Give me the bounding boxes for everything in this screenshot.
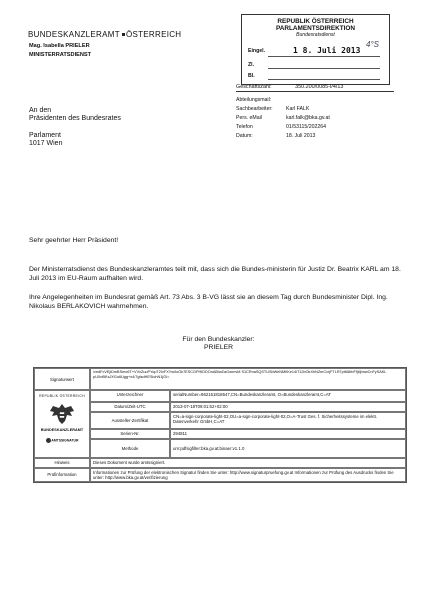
signature-value-label: Signaturwert bbox=[34, 368, 90, 390]
reference-number bbox=[236, 84, 343, 90]
contact-email: karl.falk@bka.gv.at bbox=[286, 115, 330, 121]
signature-block bbox=[33, 367, 407, 483]
stamp-line bbox=[268, 79, 380, 80]
amtssignatur-text: AMTSSIGNATUR bbox=[51, 438, 79, 443]
detail-label: Aussteller-Zertifikat bbox=[90, 412, 170, 429]
stamp-title bbox=[242, 19, 389, 32]
closing-line: Für den Bundeskanzler: bbox=[182, 336, 255, 343]
detail-value: CN=a-sign-corporate-light-02,OU=a-sign-corporate-light-02,O=A-Trust Ges. f. Sicherheitssysteme im elektr. Datenverkehr GmbH,C=AT bbox=[170, 412, 406, 429]
ministry-title-right: ÖSTERREICH bbox=[125, 30, 182, 39]
contact-value: Karl FALK bbox=[286, 106, 310, 112]
logo-arc-text: REPUBLIK ÖSTERREICH bbox=[39, 394, 85, 398]
recipient-line: Parlament bbox=[29, 132, 61, 139]
stamp-handwritten-note: 4°S bbox=[366, 40, 379, 49]
detail-value: serialNumber=962161818647,CN=Bundeskanzleramt, O=Bundeskanzleramt,C=AT bbox=[170, 390, 406, 402]
signer-name: PRIELER bbox=[203, 344, 234, 351]
ministry-title-left: BUNDESKANZLERAMT bbox=[28, 30, 120, 39]
detail-value: 2013-07-18T09:01:52+02:00 bbox=[170, 402, 406, 412]
recipient-line: 1017 Wien bbox=[29, 140, 63, 147]
stamp-eing-label: Eingel. bbox=[248, 48, 266, 54]
detail-label: Methode bbox=[90, 439, 170, 458]
department-name: MINISTERRATSDIENST bbox=[29, 52, 92, 58]
recipient-line: Präsidenten des Bundesrates bbox=[29, 115, 121, 122]
contact-label: Pers. eMail bbox=[236, 115, 262, 121]
official-name: Mag. Isabella PRIELER bbox=[29, 43, 90, 49]
separator-square-icon bbox=[122, 33, 125, 36]
verification-label: Prüfinformation bbox=[34, 468, 90, 482]
hint-value: Dieses Dokument wurde amtssigniert. bbox=[90, 458, 406, 468]
recipient-line: An den bbox=[29, 107, 52, 114]
contact-label: Sachbearbeiter: bbox=[236, 106, 273, 112]
contact-phone: 01/53115/202264 bbox=[286, 124, 327, 130]
hint-label: Hinweis bbox=[34, 458, 90, 468]
austrian-eagle-icon bbox=[47, 401, 77, 427]
reference-value: 350.200/0085-I/4/13 bbox=[295, 84, 344, 90]
ministry-title bbox=[28, 30, 181, 39]
stamp-zl-label: Zl. bbox=[248, 62, 255, 68]
contact-label: Datum: bbox=[236, 133, 253, 139]
detail-label: Serien-Nr. bbox=[90, 429, 170, 439]
stamp-bl-label: Bl. bbox=[248, 73, 255, 79]
contact-label: Abteilungsmail: bbox=[236, 97, 272, 103]
stamp-line bbox=[268, 68, 380, 69]
reference-label: Geschäftszahl: bbox=[236, 84, 272, 90]
detail-value: urn:pdfsigfilter:bka.gv.at:binaer:v1.1.0 bbox=[170, 439, 406, 458]
body-paragraph: Der Ministerratsdienst des Bundeskanzleramtes teilt mit, dass sich die Bundes-ministerin für Justiz Dr. Beatrix KARL am 18. Juli 2013 im EU-Raum aufhalten wird. bbox=[29, 266, 401, 282]
body-paragraph: Ihre Angelegenheiten im Bundesrat gemäß Art. 73 Abs. 3 B-VG lässt sie an diesem Tag durch Bundesminister Dipl. Ing. Nikolaus BERLAKOVICH wahrnehmen. bbox=[29, 294, 388, 310]
stamp-subtitle: Bundesratsdienst bbox=[296, 32, 335, 38]
verification-value: Informationen zur Prüfung der elektronischen Signatur finden Sie unter: http://www.signaturpruefung.gv.at Informationen zur Prüfung des Ausdrucks finden Sie unter: http://www.bka.gv.at/verifizierung bbox=[90, 468, 406, 482]
amtssignatur-label bbox=[37, 438, 87, 443]
detail-value: 294811 bbox=[170, 429, 406, 439]
logo-caption: BUNDESKANZLERAMT bbox=[40, 428, 84, 432]
contact-label: Telefon bbox=[236, 124, 253, 130]
stamp-title-line1: REPUBLIK ÖSTERREICH bbox=[277, 18, 354, 25]
stamp-title-line2: PARLAMENTSDIREKTION bbox=[275, 24, 356, 32]
detail-label: Unterzeichner bbox=[90, 390, 170, 402]
stamp-line bbox=[268, 56, 380, 57]
salutation: Sehr geehrter Herr Präsident! bbox=[29, 237, 119, 244]
seal-dot-icon bbox=[46, 438, 51, 443]
letter-date: 18. Juli 2013 bbox=[286, 133, 316, 139]
signature-logo-cell bbox=[34, 390, 90, 458]
detail-label: Datum/Zeit-UTC bbox=[90, 402, 170, 412]
incoming-stamp bbox=[241, 14, 390, 85]
reference-underline bbox=[236, 91, 394, 92]
signature-value: /vedFcVEjiDmBSmo6T+VVxZuuPYopT2IvFXYw0oOk7ESCGPHIDDOnABIwZaGonnvM S1CRnaSQSTUSbWeNMIIKe14iT12bOkXhNZmCxrjFTLR7pt6I8rbFfj6jhnwCnFySAKL pU0xt5KsJXGu6Ugg+x4/7gfsdHESiohN1jGI= bbox=[90, 368, 406, 390]
stamp-date: 1 8. Juli 2013 bbox=[293, 46, 361, 55]
